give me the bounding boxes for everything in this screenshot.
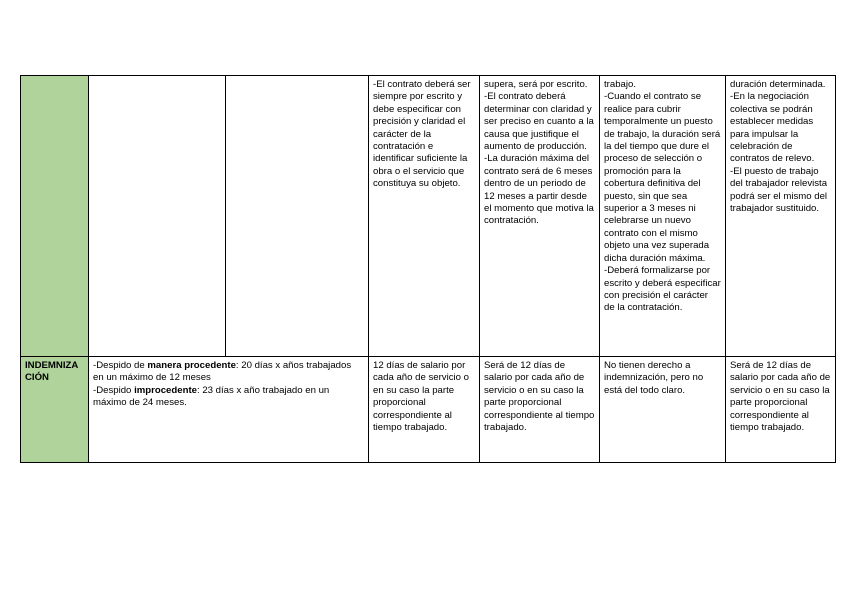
table-cell: No tienen derecho a indemnización, pero no está del todo claro.: [600, 357, 726, 463]
table-cell: [726, 76, 836, 357]
contracts-comparison-table: [20, 75, 836, 463]
table-row: [21, 76, 836, 357]
row-label-indemnizacion: INDEMNIZACIÓN: [21, 357, 89, 463]
table-cell: Será de 12 días de salario por cada año de servicio o en su caso la parte proporcional correspondiente al tiempo trabajado.: [480, 357, 600, 463]
cell-paragraph: duración determinada.: [730, 79, 826, 90]
cell-paragraph: trabajo.: [604, 79, 636, 90]
table-row: [21, 357, 836, 463]
row-label-cell: [21, 76, 89, 357]
table-cell: [369, 76, 480, 357]
table-cell: [480, 76, 600, 357]
despido-improcedente-line: -Despido improcedente: 23 días x año trabajado en un máximo de 24 meses.: [93, 384, 330, 409]
cell-paragraph: -La duración máxima del contrato será de 6 meses dentro de un periodo de 12 meses a partir desde el momento que motiva la contratación.: [484, 153, 594, 227]
cell-paragraph: -El contrato deberá determinar con claridad y ser preciso en cuanto a la causa que justifique el aumento de producción.: [484, 91, 594, 153]
cell-paragraph: -Cuando el contrato se realice para cubrir temporalmente un puesto de trabajo, la duración será la del tiempo que dure el proceso de selección o promoción para la cobertura definitiva del puesto, sin que sea superior a 3 meses ni celebrarse un nuevo contrato con el mismo objeto una vez superada dicha duración máxima.: [604, 91, 721, 264]
table-cell: 12 días de salario por cada año de servicio o en su caso la parte proporcional correspondiente al tiempo trabajado.: [369, 357, 480, 463]
cell-paragraph: -En la negociación colectiva se podrán establecer medidas para impulsar la celebración de contratos de relevo.: [730, 91, 815, 165]
despido-cell: [89, 357, 369, 463]
empty-cell: [89, 76, 226, 357]
cell-paragraph: supera, será por escrito.: [484, 79, 588, 90]
table-cell: Será de 12 días de salario por cada año de servicio o en su caso la parte proporcional correspondiente al tiempo trabajado.: [726, 357, 836, 463]
cell-paragraph: -Deberá formalizarse por escrito y deberá especificar con precisión el carácter de la contratación.: [604, 265, 721, 314]
empty-cell: [226, 76, 369, 357]
cell-paragraph: -El contrato deberá ser siempre por escrito y debe especificar con precisión y claridad el carácter de la contratación e identificar suficiente la obra o el servicio que constituya su objeto.: [373, 79, 471, 190]
table-cell: [600, 76, 726, 357]
despido-procedente-line: -Despido de manera procedente: 20 días x años trabajados en un máximo de 12 meses: [93, 360, 352, 384]
cell-paragraph: -El puesto de trabajo del trabajador relevista podrá ser el mismo del trabajador sustituido.: [730, 165, 828, 215]
